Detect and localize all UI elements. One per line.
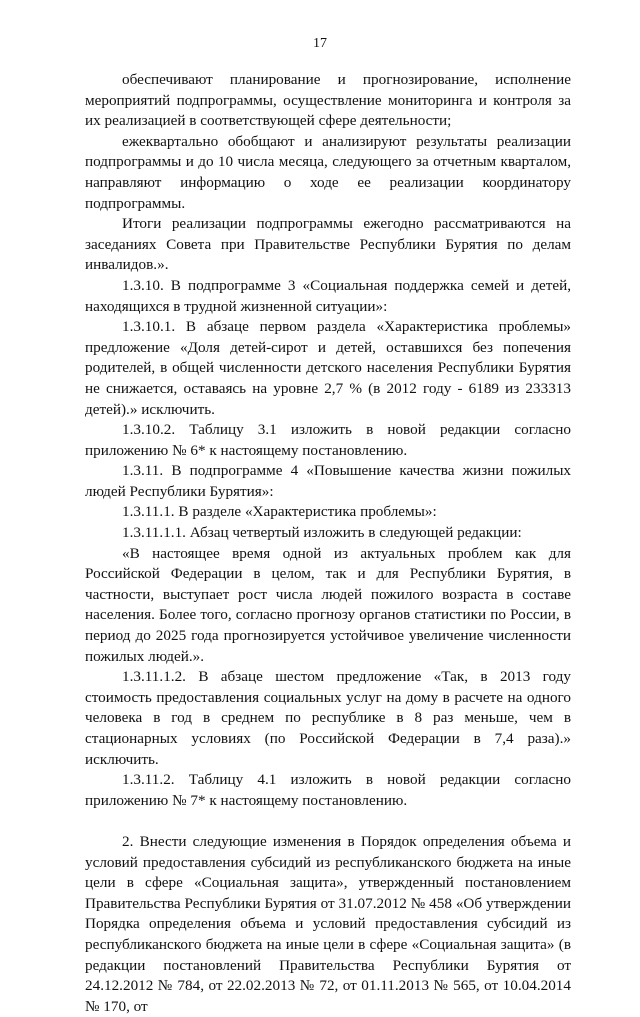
paragraph: «В настоящее время одной из актуальных проблем как для Российской Федерации в целом, так и для Республики Бурятия, в частности, выступает рост числа людей пожилого возраста в составе населения. Более того, согласно прогнозу органов статистики по России, в период до 2025 года прогнозируется устойчивое увеличение численности пожилых людей.».	[85, 544, 571, 665]
paragraph: 1.3.11.1.1. Абзац четвертый изложить в следующей редакции:	[122, 524, 522, 542]
page-number: 17	[313, 36, 327, 51]
paragraph: 1.3.10.1. В абзаце первом раздела «Характеристика проблемы» предложение «Доля детей-сирот и детей, оставшихся без попечения родителей, в общей численности детского населения Республики Бурятия не снижается, оставаясь на уровне 2,7 % (в 2012 году - 6189 из 233313 детей).» исключить.	[85, 318, 571, 418]
paragraph: ежеквартально обобщают и анализируют результаты реализации подпрограммы и до 10 числа месяца, следующего за отчетным кварталом, направляют информацию о ходе ее реализации координатору подпрограммы.	[85, 132, 571, 212]
paragraph: 1.3.11.1. В разделе «Характеристика проблемы»:	[122, 503, 437, 521]
paragraph: 1.3.11. В подпрограмме 4 «Повышение качества жизни пожилых людей Республики Бурятия»:	[85, 462, 571, 500]
paragraph: 1.3.11.2. Таблицу 4.1 изложить в новой редакции согласно приложению № 7* к настоящему постановлению.	[85, 771, 571, 809]
paragraph: 2. Внести следующие изменения в Порядок определения объема и условий предоставления субсидий из республиканского бюджета на иные цели в сфере «Социальная защита», утвержденный постановлением Правительства Республики Бурятия от 31.07.2012 № 458 «Об утверждении Порядка определения объема и условий предоставления субсидий из республиканского бюджета на иные цели в сфере «Социальная защита» (в редакции постановлений Правительства Республики Бурятия от 24.12.2012 № 784, от 22.02.2013 № 72, от 01.11.2013 № 565, от 10.04.2014 № 170, от	[85, 832, 571, 1015]
paragraph: Итоги реализации подпрограммы ежегодно рассматриваются на заседаниях Совета при Правительстве Республики Бурятия по делам инвалидов.».	[85, 215, 571, 274]
paragraph: 1.3.10.2. Таблицу 3.1 изложить в новой редакции согласно приложению № 6* к настоящему постановлению.	[85, 421, 571, 459]
paragraph: 1.3.10. В подпрограмме 3 «Социальная поддержка семей и детей, находящихся в трудной жизненной ситуации»:	[85, 276, 571, 315]
paragraph: обеспечивают планирование и прогнозирование, исполнение мероприятий подпрограммы, осуществление мониторинга и контроля за их реализацией в соответствующей сфере деятельности;	[85, 71, 571, 130]
document-body	[85, 70, 571, 1017]
paragraph: 1.3.11.1.2. В абзаце шестом предложение «Так, в 2013 году стоимость предоставления социальных услуг на дому в расчете на одного человека в год в среднем по республике в 8 раз меньше, чем в стационарных условиях (по Российской Федерации в 7,4 раза).» исключить.	[85, 668, 571, 768]
